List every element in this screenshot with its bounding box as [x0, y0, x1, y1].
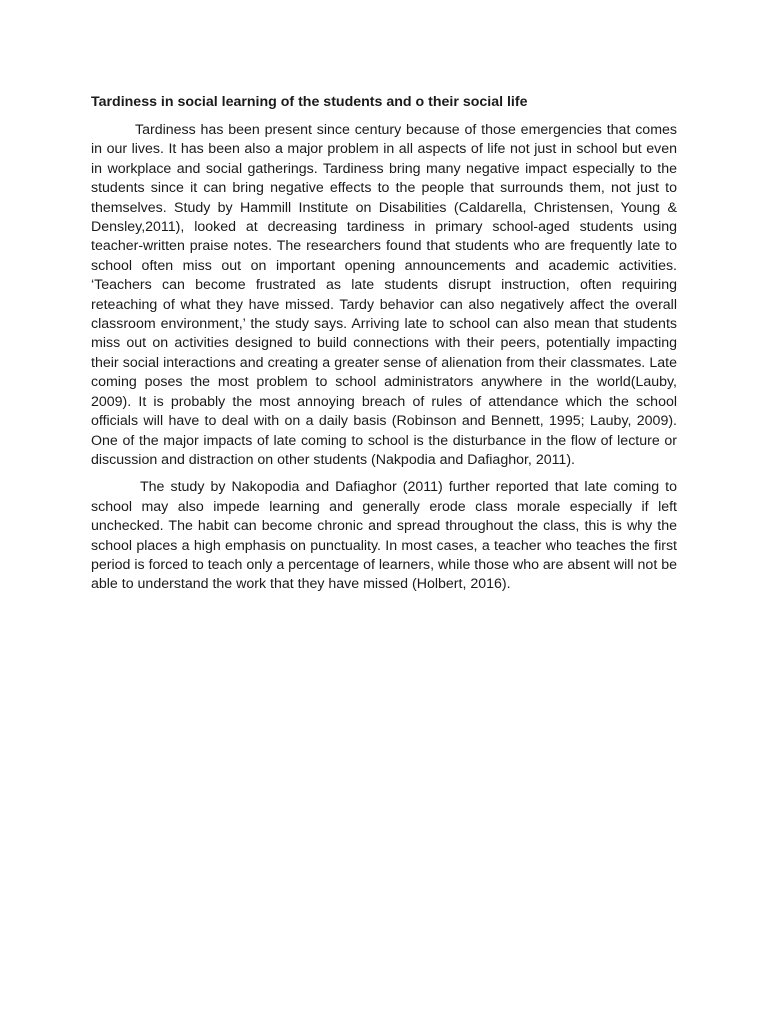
paragraph-1: Tardiness has been present since century because of those emergencies that comes in our lives. It has been also a major problem in all aspects of life not just in school but even in workplace and social gatherings. Tardiness bring many negative impact especially to the students since it can bring negative effects to the people that surrounds them, not just to themselves. Study by Hammill Institute on Disabilities (Caldarella, Christensen, Young & Densley,2011), looked at decreasing tardiness in primary school-aged students using teacher-written praise notes. The researchers found that students who are frequently late to school often miss out on important opening announcements and academic activities. ‘Teachers can become frustrated as late students disrupt instruction, often requiring reteaching of what they have missed. Tardy behavior can also negatively affect the overall classroom environment,’ the study says. Arriving late to school can also mean that students miss out on activities designed to build connections with their peers, potentially impacting their social interactions and creating a greater sense of alienation from their classmates. Late coming poses the most problem to school administrators anywhere in the world(Lauby, 2009). It is probably the most annoying breach of rules of attendance which the school officials will have to deal with on a daily basis (Robinson and Bennett, 1995; Lauby, 2009). One of the major impacts of late coming to school is the disturbance in the flow of lecture or discussion and distraction on other students (Nakpodia and Dafiaghor, 2011). [91, 122, 677, 468]
document-page [91, 93, 677, 603]
document-title: Tardiness in social learning of the students and o their social life [91, 94, 528, 110]
paragraph-2: The study by Nakopodia and Dafiaghor (2011) further reported that late coming to school may also impede learning and generally erode class morale especially if left unchecked. The habit can become chronic and spread throughout the class, this is why the school places a high emphasis on punctuality. In most cases, a teacher who teaches the first period is forced to teach only a percentage of learners, while those who are absent will not be able to understand the work that they have missed (Holbert, 2016). [91, 479, 677, 593]
